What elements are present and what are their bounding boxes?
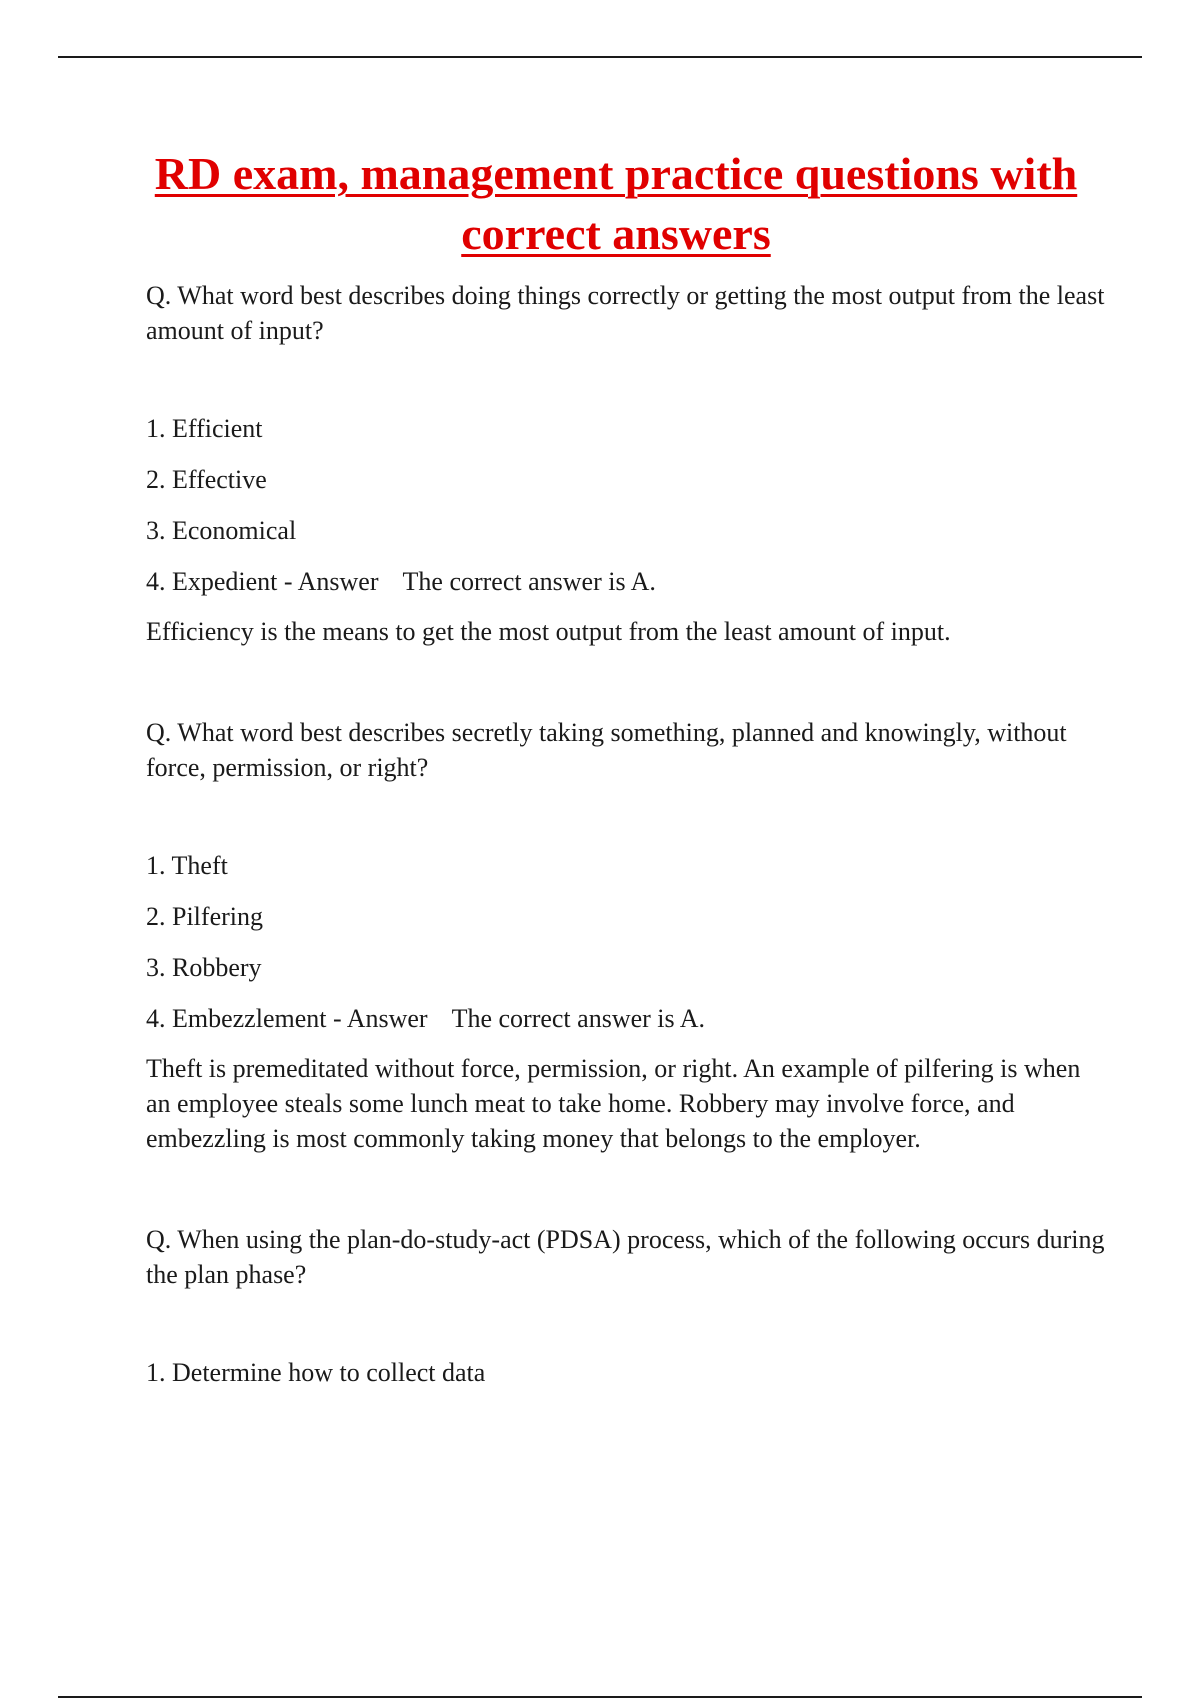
answer-option: 1. Determine how to collect data [146, 1358, 486, 1387]
question-text: Q. What word best describes secretly taking something, planned and knowingly, without force, permission, or right? [146, 718, 1067, 782]
question-block [146, 278, 1106, 649]
answer-option: 4. Embezzlement - Answer [146, 1004, 428, 1033]
answer-option-with-answer [146, 1001, 1106, 1036]
question-text: Q. What word best describes doing things correctly or getting the most output from the least amount of input? [146, 281, 1105, 345]
document-body [146, 278, 1106, 1390]
answer-option: 3. Robbery [146, 953, 262, 982]
question-text: Q. When using the plan-do-study-act (PDSA) process, which of the following occurs during the plan phase? [146, 1225, 1105, 1289]
answer-option: 2. Pilfering [146, 902, 263, 931]
answer-option: 2. Effective [146, 465, 267, 494]
answer-option: 1. Efficient [146, 414, 263, 443]
answer-explanation: Theft is premeditated without force, permission, or right. An example of pilfering is when an employee steals some lunch meat to take home. Robbery may involve force, and embezzling is most commonly taking money that belongs to the employer. [146, 1054, 1081, 1153]
top-rule [58, 56, 1142, 58]
question-block [146, 1222, 1106, 1390]
answer-explanation: Efficiency is the means to get the most output from the least amount of input. [146, 617, 951, 646]
correct-answer-label: The correct answer is A. [402, 567, 656, 596]
answer-option: 3. Economical [146, 516, 297, 545]
answer-option-with-answer [146, 564, 1106, 599]
correct-answer-label: The correct answer is A. [451, 1004, 705, 1033]
answer-option: 1. Theft [146, 851, 228, 880]
answer-option: 4. Expedient - Answer [146, 567, 379, 596]
question-block [146, 715, 1106, 1156]
document-title: RD exam, management practice questions with correct answers [154, 148, 1078, 259]
bottom-rule [58, 1696, 1142, 1698]
